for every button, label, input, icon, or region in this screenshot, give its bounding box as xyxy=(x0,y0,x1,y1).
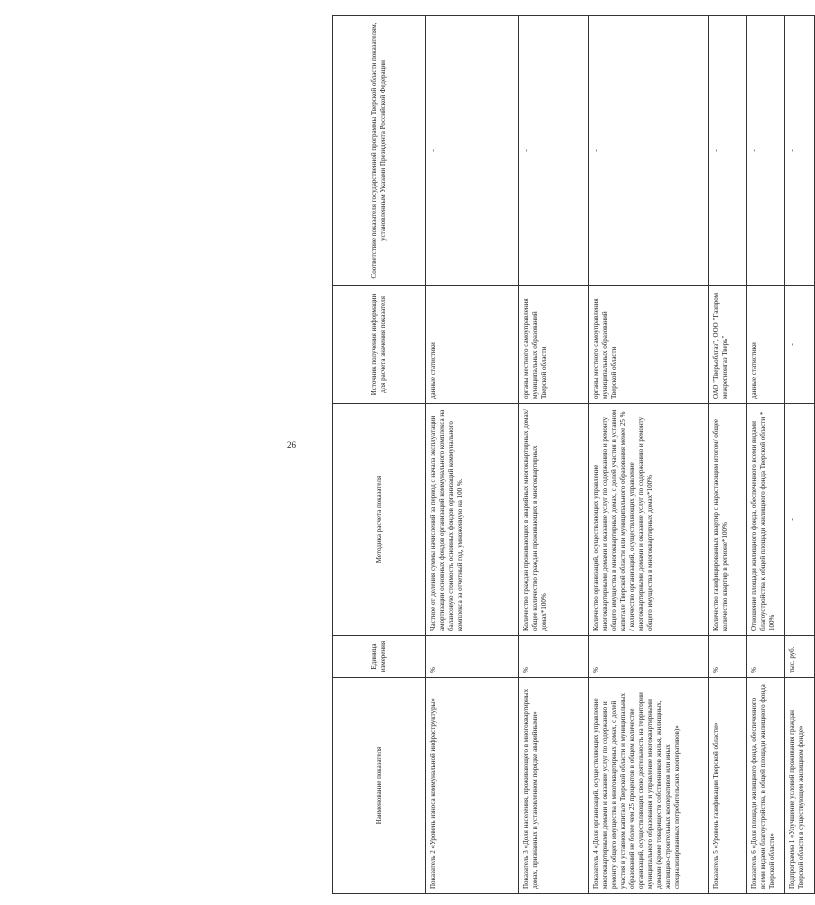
cell-source: органы местного самоуправления муниципальных образований Тверской области xyxy=(589,286,709,404)
cell-match: - xyxy=(519,16,589,286)
cell-source: данные статистики xyxy=(426,286,519,404)
cell-unit: % xyxy=(709,636,747,678)
cell-match: - xyxy=(747,16,785,286)
cell-name: Показатель 2 «Уровень износа коммунальной инфраструктуры» xyxy=(426,678,519,894)
cell-unit: % xyxy=(589,636,709,678)
cell-method: Количество организаций, осуществляющих управление многоквартирными домами и оказание услуг по содержанию и ремонту общего имущества в многоквартирных домах, с долей участия в уставном капитале Тверской области или муниципального образования менее 25 % / количество организаций, осуществляющих управление многоквартирными домами и оказание услуг по содержанию и ремонту общего имущества в многоквартирных домах*100% xyxy=(589,404,709,636)
cell-method: Отношение площади жилищного фонда, обеспеченного всеми видами благоустройства к общей площади жилищного фонда Тверской области * 100% xyxy=(747,404,785,636)
cell-source: органы местного самоуправления муниципальных образований Тверской области xyxy=(519,286,589,404)
cell-method: - xyxy=(785,404,815,636)
cell-name: Подпрограмма 1 «Улучшение условий проживания граждан Тверской области в существующем жилищном фонде» xyxy=(785,678,815,894)
header-source: Источник получения информации для расчета значения показателя xyxy=(333,286,426,404)
cell-match: - xyxy=(426,16,519,286)
cell-name: Показатель 4 «Доля организаций, осуществляющих управление многоквартирными домами и оказание услуг по содержанию и ремонту общего имущества в многоквартирных домах, с долей участия в уставном капитале Тверской области и муниципальных образований не более чем 25 процентов в общем количестве организаций, осуществляющих свою деятельность на территории муниципального образования и управление многоквартирными домами (кроме товариществ собственников жилья, жилищных, жилищно-строительных кооперативов или иных специализированных потребительских кооперативов)» xyxy=(589,678,709,894)
cell-method: Частное от деления суммы начислений за период с начала эксплуатации амортизации основных фондов организаций коммунального комплекса на балансовую стоимость основных фондов организаций коммунального комплекса за отчетный год, умноженную на 100 %. xyxy=(426,404,519,636)
cell-unit: % xyxy=(426,636,519,678)
cell-unit: % xyxy=(519,636,589,678)
table-row xyxy=(426,16,519,894)
rotated-table-container xyxy=(332,16,805,894)
indicators-table xyxy=(332,15,815,894)
cell-unit: тыс. руб. xyxy=(785,636,815,678)
cell-name: Показатель 6 «Доля площади жилищного фонда, обеспеченного всеми видами благоустройства, в общей площади жилищного фонда Тверской области» xyxy=(747,678,785,894)
table-row xyxy=(589,16,709,894)
header-presidential-match: Соответствие показателя государственной программы Тверской области показателям, установленным Указами Президента Российской Федерации xyxy=(333,16,426,286)
cell-match: - xyxy=(785,16,815,286)
cell-source: ОАО "Тверьоблгаз", ООО "Газпром межрегионгаз Тверь" xyxy=(709,286,747,404)
cell-method: Количество граждан проживающих в аварийных многоквартирных домах/ общее количество граждан проживающих в многоквартирных домах*100% xyxy=(519,404,589,636)
cell-unit: % xyxy=(747,636,785,678)
table-header-row xyxy=(333,16,426,894)
cell-source: данные статистики xyxy=(747,286,785,404)
cell-match: - xyxy=(709,16,747,286)
cell-name: Показатель 3 «Доля населения, проживающего в многоквартирных домах, признанных в установленном порядке аварийными» xyxy=(519,678,589,894)
cell-name: Показатель 5 «Уровень газификации Тверской области» xyxy=(709,678,747,894)
cell-source: - xyxy=(785,286,815,404)
table-row xyxy=(519,16,589,894)
cell-match: - xyxy=(589,16,709,286)
page-number: 26 xyxy=(287,440,296,450)
header-method: Методика расчета показателя xyxy=(333,404,426,636)
table-row xyxy=(785,16,815,894)
cell-method: Количество газифицированных квартир с нарастающим итогом/ общее количество квартир в регионе*100% xyxy=(709,404,747,636)
table-row xyxy=(747,16,785,894)
table-row xyxy=(709,16,747,894)
header-unit: Единица измерения xyxy=(333,636,426,678)
header-indicator-name: Наименование показателя xyxy=(333,678,426,894)
